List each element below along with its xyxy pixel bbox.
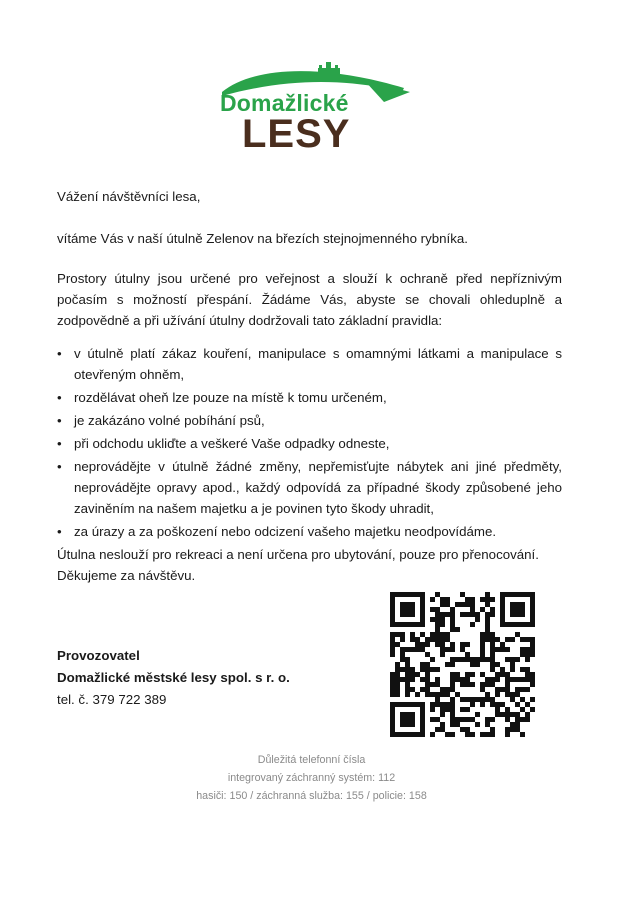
intro-paragraph: Prostory útulny jsou určené pro veřejnost a slouží k ochraně před nepříznivým počasím s možností přespání. Žádáme Vás, abyste se chovali ohleduplně a zodpovědně a při užívání útulny dodržovali tato základní pravidla: [57, 271, 562, 328]
bullet-icon: • [57, 413, 62, 428]
footer-line-1: integrovaný záchranný systém: 112 [227, 772, 396, 784]
footer [0, 751, 623, 805]
list-item: • při odchodu ukliďte a veškeré Vaše odpadky odneste, [57, 433, 562, 454]
list-item: • je zakázáno volné pobíhání psů, [57, 410, 562, 431]
list-item: • neprovádějte v útulně žádné změny, nepřemisťujte nábytek ani jiné předměty, neprovádějte opravy apod., každý odpovídá za případné škody způsobené jeho zaviněním na našem majetku a je povinen tyto škody uhradit, [57, 456, 562, 519]
greeting: Vážení návštěvníci lesa, [57, 189, 201, 204]
bullet-icon: • [57, 346, 62, 361]
bullet-icon: • [57, 459, 62, 474]
bullet-icon: • [57, 436, 62, 451]
operator-name: Domažlické městské lesy spol. s r. o. [57, 670, 290, 685]
operator-block [57, 645, 290, 711]
logo-text-top: Domažlické [220, 90, 349, 116]
bullet-icon: • [57, 524, 62, 539]
operator-phone: tel. č. 379 722 389 [57, 692, 167, 707]
footer-line-2: hasiči: 150 / záchranná služba: 155 / policie: 158 [196, 790, 427, 802]
list-item: • za úrazy a za poškození nebo odcizení vašeho majetku neodpovídáme. [57, 521, 562, 542]
closing-text: Útulna neslouží pro rekreaci a není určena pro ubytování, pouze pro přenocování. [57, 547, 539, 562]
list-item: • v útulně platí zákaz kouření, manipulace s omamnými látkami a manipulace s otevřeným ohněm, [57, 343, 562, 385]
logo-text-bottom: LESY [242, 112, 351, 156]
operator-heading: Provozovatel [57, 648, 140, 663]
footer-title: Důležitá telefonní čísla [257, 754, 366, 766]
logo [214, 62, 414, 162]
list-item: • rozdělávat oheň lze pouze na místě k tomu určeném, [57, 387, 562, 408]
bullet-icon: • [57, 390, 62, 405]
thanks-text: Děkujeme za návštěvu. [57, 568, 196, 583]
rules-list [57, 343, 562, 544]
welcome-text: vítáme Vás v naší útulně Zelenov na březích stejnojmenného rybníka. [57, 231, 468, 246]
qr-code-icon [390, 592, 535, 737]
